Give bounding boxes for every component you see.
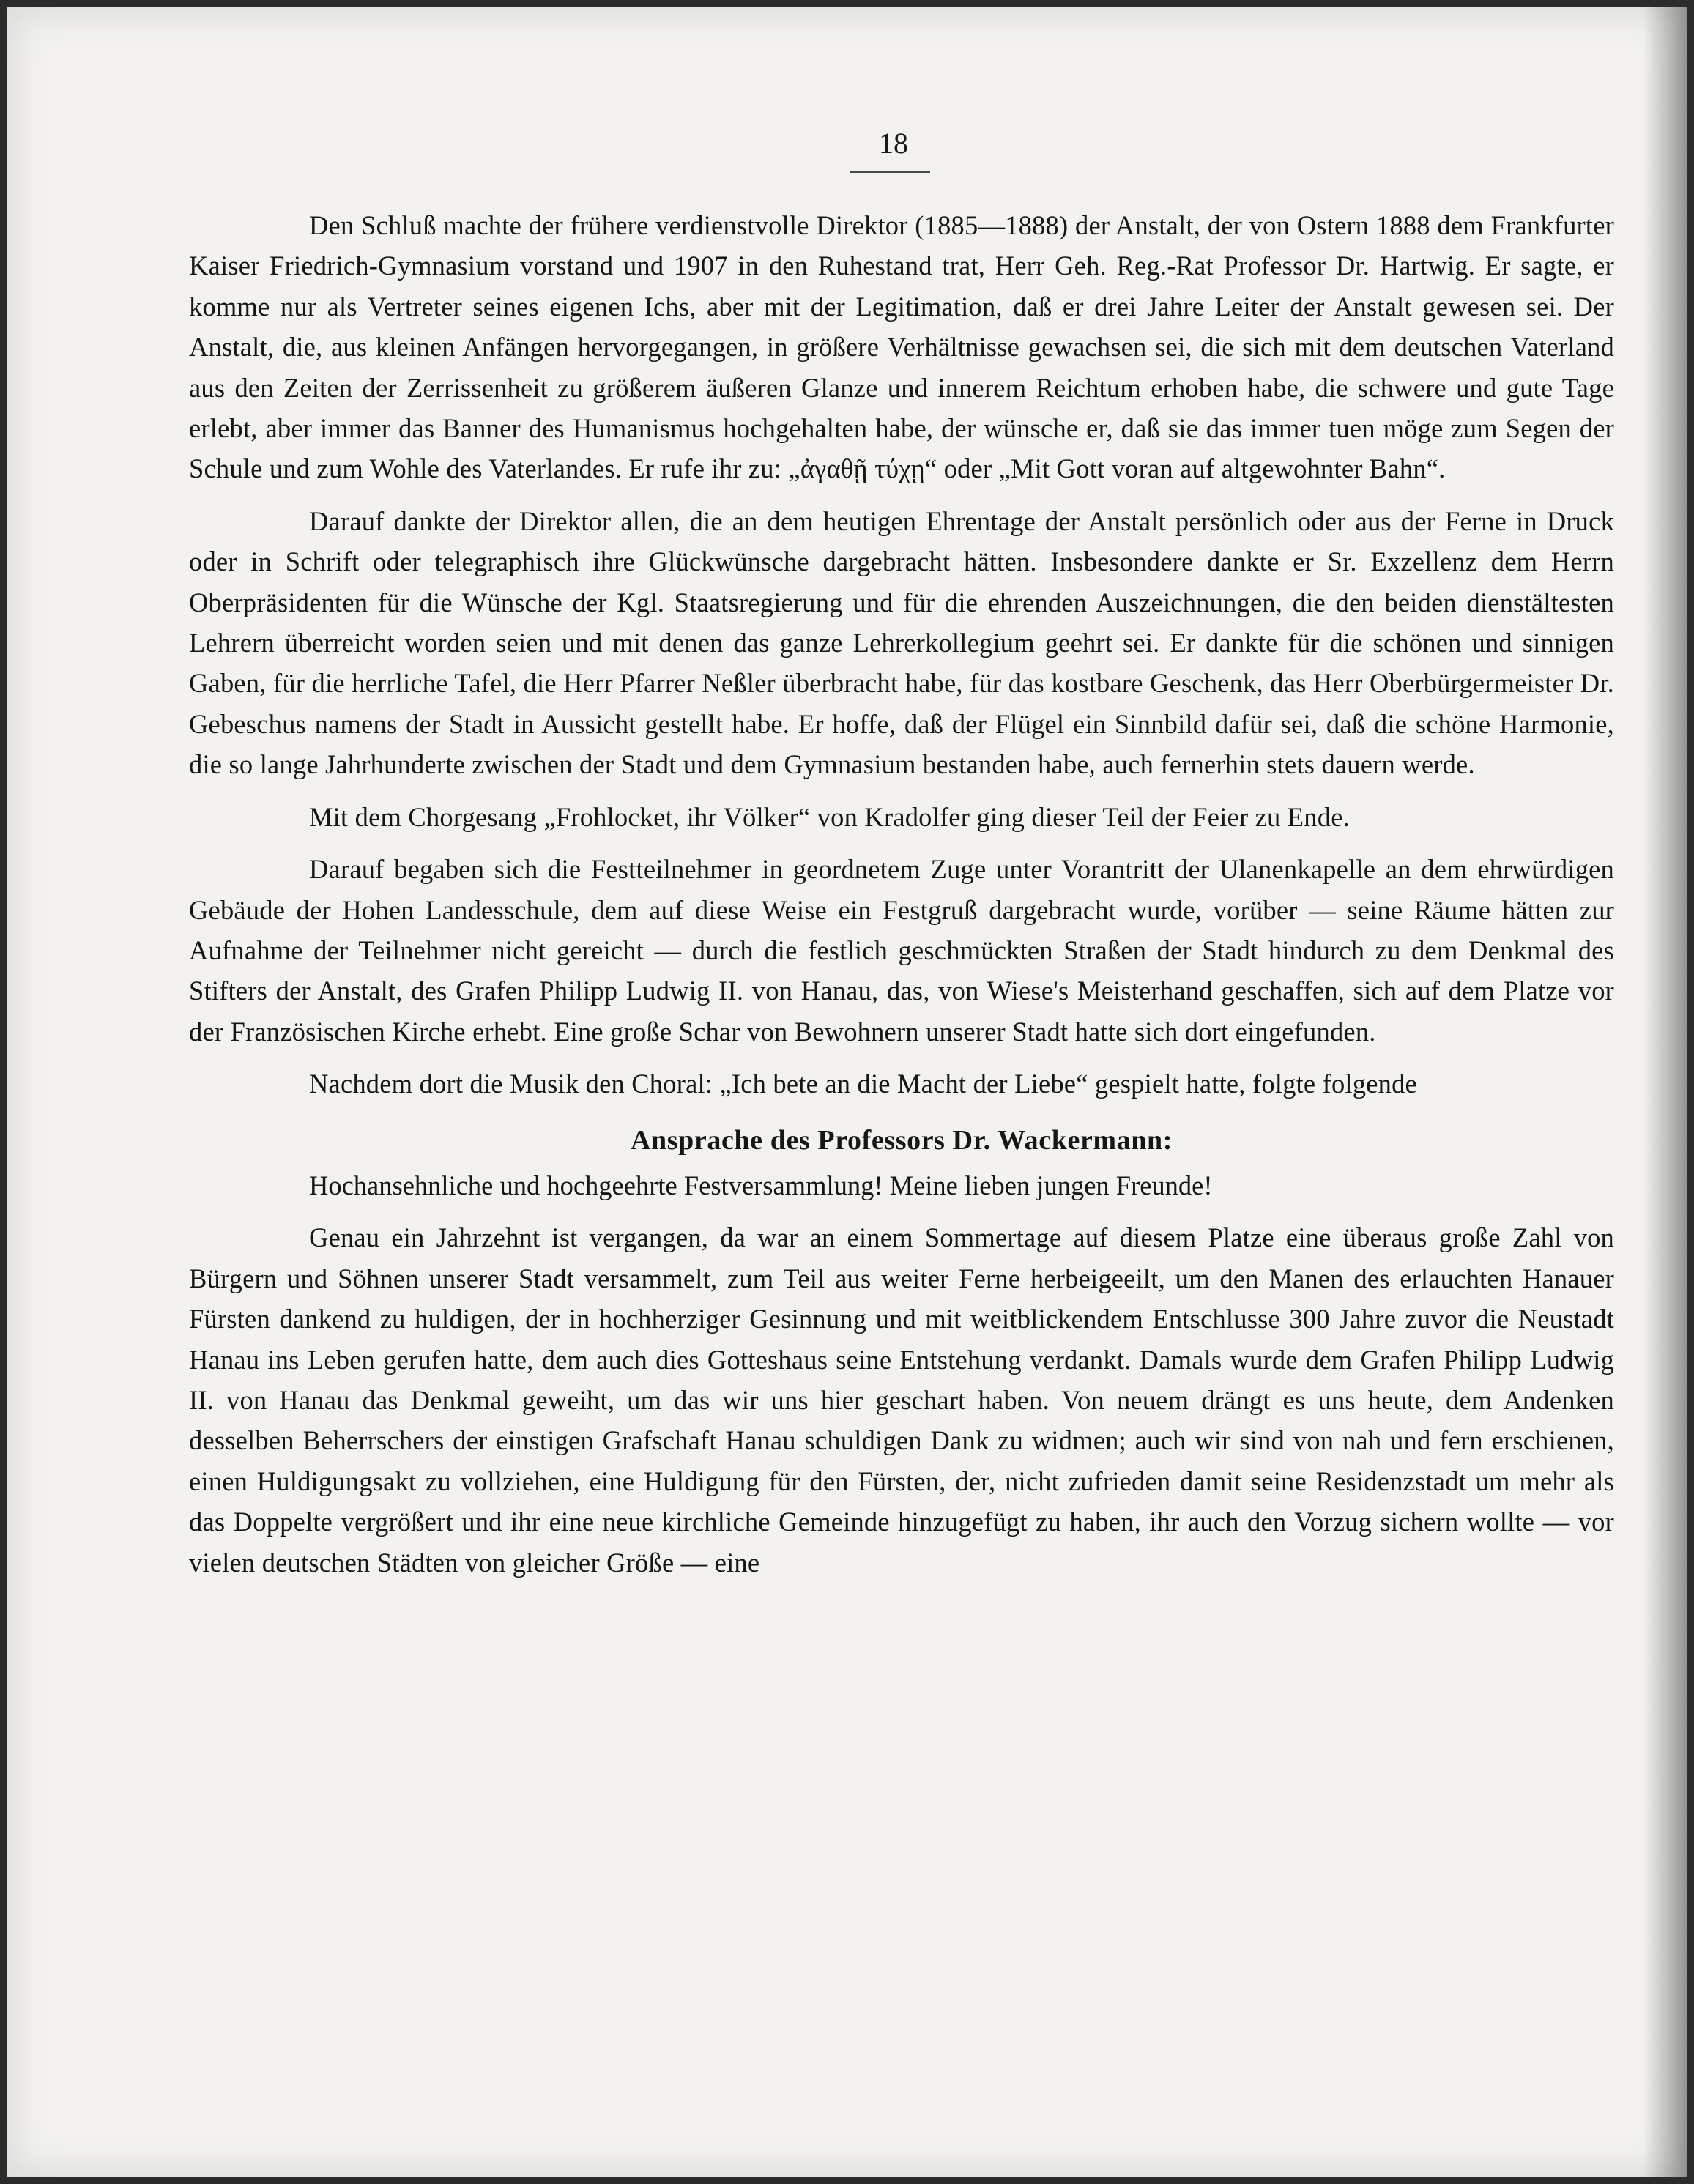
page-edge-shadow [1643, 7, 1687, 2177]
page-number-rule [850, 171, 930, 173]
page-number: 18 [879, 127, 908, 160]
paragraph-procession: Darauf begaben sich die Festteilnehmer in geordnetem Zuge unter Vorantritt der Ulanenkapelle an dem ehrwürdigen Gebäude der Hohen Landesschule, dem auf diese Weise ein Festgruß dargebracht wurde, vorüber — seine Räume hätten zur Aufnahme der Teilnehmer nicht gereicht — durch die festlich geschmückten Straßen der Stadt hindurch zu dem Denkmal des Stifters der Anstalt, des Grafen Philipp Ludwig II. von Hanau, das, von Wiese's Meisterhand geschaffen, sich auf dem Platze vor der Französischen Kirche erhebt. Eine große Schar von Bewohnern unserer Stadt hatte sich dort eingefunden. [189, 854, 1614, 1047]
paragraph-hartwig-speech: Den Schluß machte der frühere verdienstvolle Direktor (1885—1888) der Anstalt, der von Ostern 1888 dem Frankfurter Kaiser Friedrich-Gymnasium vorstand und 1907 in den Ruhestand trat, Herr Geh. Reg.-Rat Professor Dr. Hartwig. Er sagte, er komme nur als Vertreter seines eigenen Ichs, aber mit der Legitimation, daß er drei Jahre Leiter der Anstalt gewesen sei. Der Anstalt, die, aus kleinen Anfängen hervorgegangen, in größere Verhältnisse gewachsen sei, die sich mit dem deutschen Vaterland aus den Zeiten der Zerrissenheit zu größerem äußeren Glanze und innerem Reichtum erhoben habe, die schwere und gute Tage erlebt, aber immer das Banner des Humanismus hochgehalten habe, der wünsche er, daß sie das immer tuen möge zum Segen der Schule und zum Wohle des Vaterlandes. Er rufe ihr zu: „ἀγαθῇ τύχῃ“ oder „Mit Gott voran auf altgewohnter Bahn“. [189, 210, 1614, 484]
paragraph-choir: Mit dem Chorgesang „Frohlocket, ihr Völker“ von Kradolfer ging dieser Teil der Feier zu Ende. [309, 801, 1350, 832]
speech-salutation: Hochansehnliche und hochgeehrte Festversammlung! Meine lieben jungen Freunde! [309, 1170, 1213, 1200]
body-text [189, 205, 1614, 1594]
speech-paragraph: Genau ein Jahrzehnt ist vergangen, da war an einem Sommertage auf diesem Platze eine überaus große Zahl von Bürgern und Söhnen unserer Stadt versammelt, zum Teil aus weiter Ferne herbeigeeilt, um den Manen des erlauchten Hanauer Fürsten dankend zu huldigen, der in hochherziger Gesinnung und mit weitblickendem Entschlusse 300 Jahre zuvor die Neustadt Hanau ins Leben gerufen hatte, dem auch dies Gotteshaus seine Entstehung verdankt. Damals wurde dem Grafen Philipp Ludwig II. von Hanau das Denkmal geweiht, um das wir uns hier geschart haben. Von neuem drängt es uns heute, dem Andenken desselben Beherrschers der einstigen Grafschaft Hanau schuldigen Dank zu widmen; auch wir sind von nah und fern erschienen, einen Huldigungsakt zu vollziehen, eine Huldigung für den Fürsten, der, nicht zufrieden damit seine Residenzstadt um mehr als das Doppelte vergrößert und ihr eine neue kirchliche Gemeinde hinzugefügt zu haben, ihr auch den Vorzug sichern wollte — vor vielen deutschen Städten von gleicher Größe — eine [189, 1222, 1614, 1578]
speech-heading: Ansprache des Professors Dr. Wackermann: [630, 1124, 1173, 1156]
document-page [7, 7, 1687, 2177]
paragraph-director-thanks: Darauf dankte der Direktor allen, die an dem heutigen Ehrentage der Anstalt persönlich oder aus der Ferne in Druck oder in Schrift oder telegraphisch ihre Glückwünsche dargebracht hätten. Insbesondere dankte er Sr. Exzellenz dem Herrn Oberpräsidenten für die Wünsche der Kgl. Staatsregierung und für die ehrenden Auszeichnungen, die den beiden dienstältesten Lehrern überreicht worden seien und mit denen das ganze Lehrerkollegium geehrt sei. Er dankte für die schönen und sinnigen Gaben, für die herrliche Tafel, die Herr Pfarrer Neßler überbracht habe, für das kostbare Geschenk, das Herr Oberbürgermeister Dr. Gebeschus namens der Stadt in Aussicht gestellt habe. Er hoffe, daß der Flügel ein Sinnbild dafür sei, daß die schöne Harmonie, die so lange Jahrhunderte zwischen der Stadt und dem Gymnasium bestanden habe, auch fernerhin stets dauern werde. [189, 505, 1614, 780]
paragraph-choral: Nachdem dort die Musik den Choral: „Ich bete an die Macht der Liebe“ gespielt hatte, folgte folgende [309, 1069, 1417, 1099]
